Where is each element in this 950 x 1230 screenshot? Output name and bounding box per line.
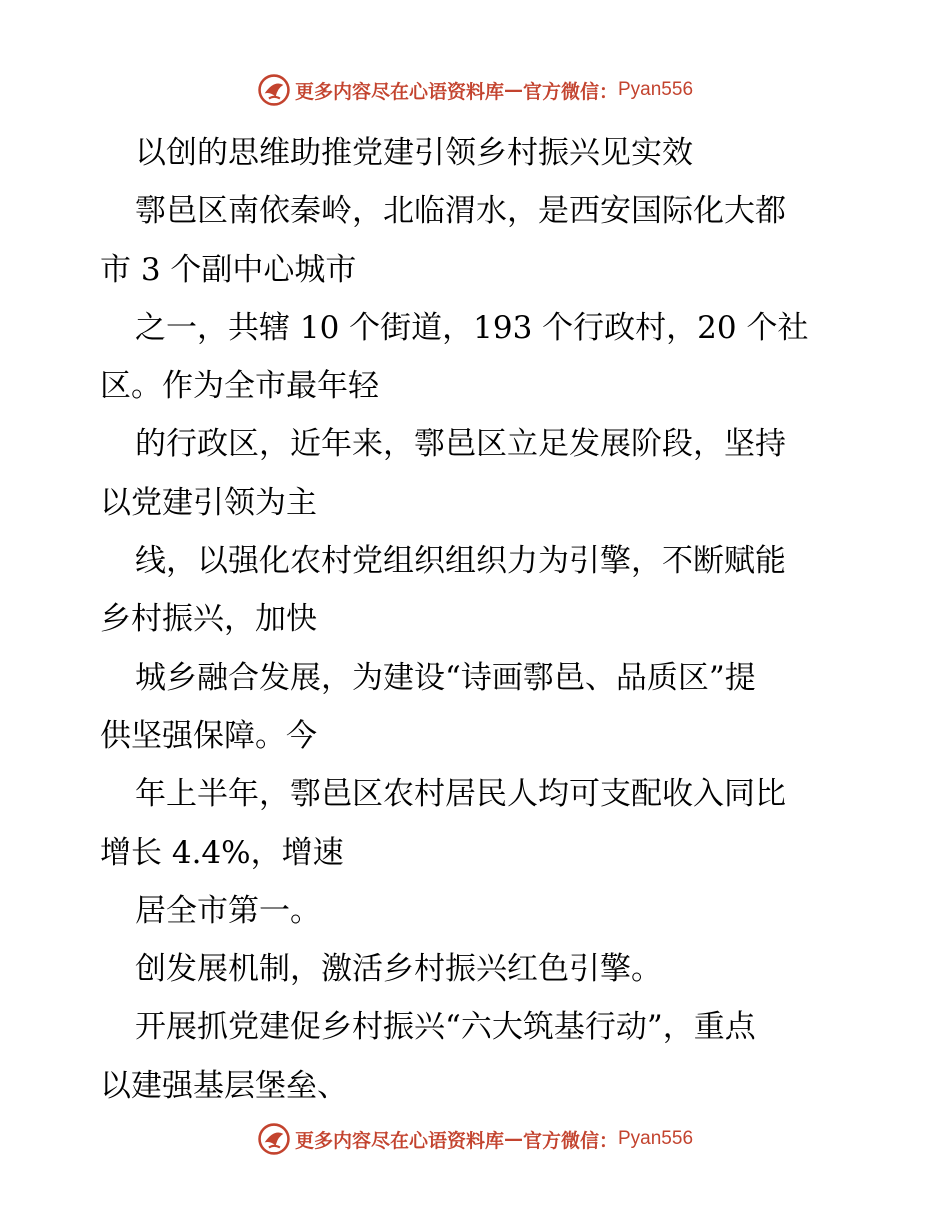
header-wechat-label: 官方微信： bbox=[522, 80, 618, 103]
paragraph-line: 居全市第一。 bbox=[135, 892, 321, 929]
paragraph-line: 线，以强化农村党组织组织力为引擎，不断赋能 bbox=[135, 543, 786, 580]
header-wechat-handle: Pyan556 bbox=[618, 79, 694, 100]
paragraph-line: 以党建引领为主 bbox=[100, 484, 317, 521]
header-separator: — bbox=[503, 79, 523, 101]
paragraph-line: 的行政区，近年来，鄠邑区立足发展阶段，坚持 bbox=[135, 426, 786, 463]
paragraph-line: 创发展机制，激活乡村振兴红色引擎。 bbox=[135, 951, 662, 988]
paragraph-line: 以建强基层堡垒、 bbox=[100, 1067, 348, 1104]
footer-brand-text: 更多内容尽在心语资料库 bbox=[294, 1129, 504, 1152]
paragraph bbox=[100, 649, 860, 766]
paragraph-line: 市 3 个副中心城市 bbox=[100, 251, 357, 288]
paragraph bbox=[100, 299, 860, 416]
paragraph bbox=[100, 882, 860, 940]
paragraph-line: 城乡融合发展，为建设“诗画鄠邑、品质区”提 bbox=[135, 659, 756, 696]
document-title bbox=[100, 124, 860, 182]
paragraph-line: 鄠邑区南依秦岭，北临渭水，是西安国际化大都 bbox=[135, 193, 786, 230]
paragraph-line: 之一，共辖 10 个街道，193 个行政村，20 个社 bbox=[135, 309, 809, 346]
paragraph-line: 乡村振兴，加快 bbox=[100, 601, 317, 638]
header-banner bbox=[0, 70, 950, 110]
stylized-book-logo-icon bbox=[257, 1122, 291, 1156]
paragraph bbox=[100, 765, 860, 882]
paragraph-line: 供坚强保障。今 bbox=[100, 717, 317, 754]
stylized-book-logo-icon bbox=[257, 73, 291, 107]
paragraph bbox=[100, 415, 860, 532]
paragraph-line: 增长 4.4%，增速 bbox=[100, 834, 344, 871]
paragraph bbox=[100, 998, 860, 1115]
footer-wechat-label: 官方微信： bbox=[522, 1129, 618, 1152]
paragraph-line: 年上半年，鄠邑区农村居民人均可支配收入同比 bbox=[135, 776, 786, 813]
footer-banner bbox=[0, 1119, 950, 1159]
paragraph bbox=[100, 532, 860, 649]
section-heading bbox=[100, 940, 860, 998]
paragraph-line: 开展抓党建促乡村振兴“六大筑基行动”，重点 bbox=[135, 1009, 756, 1046]
paragraph-line: 区。作为全市最年轻 bbox=[100, 368, 379, 405]
footer-separator: — bbox=[503, 1128, 523, 1150]
document-body bbox=[100, 124, 860, 1115]
paragraph bbox=[100, 182, 860, 299]
title-line: 以创的思维助推党建引领乡村振兴见实效 bbox=[135, 135, 693, 171]
header-brand-text: 更多内容尽在心语资料库 bbox=[294, 80, 504, 103]
footer-wechat-handle: Pyan556 bbox=[618, 1128, 694, 1149]
